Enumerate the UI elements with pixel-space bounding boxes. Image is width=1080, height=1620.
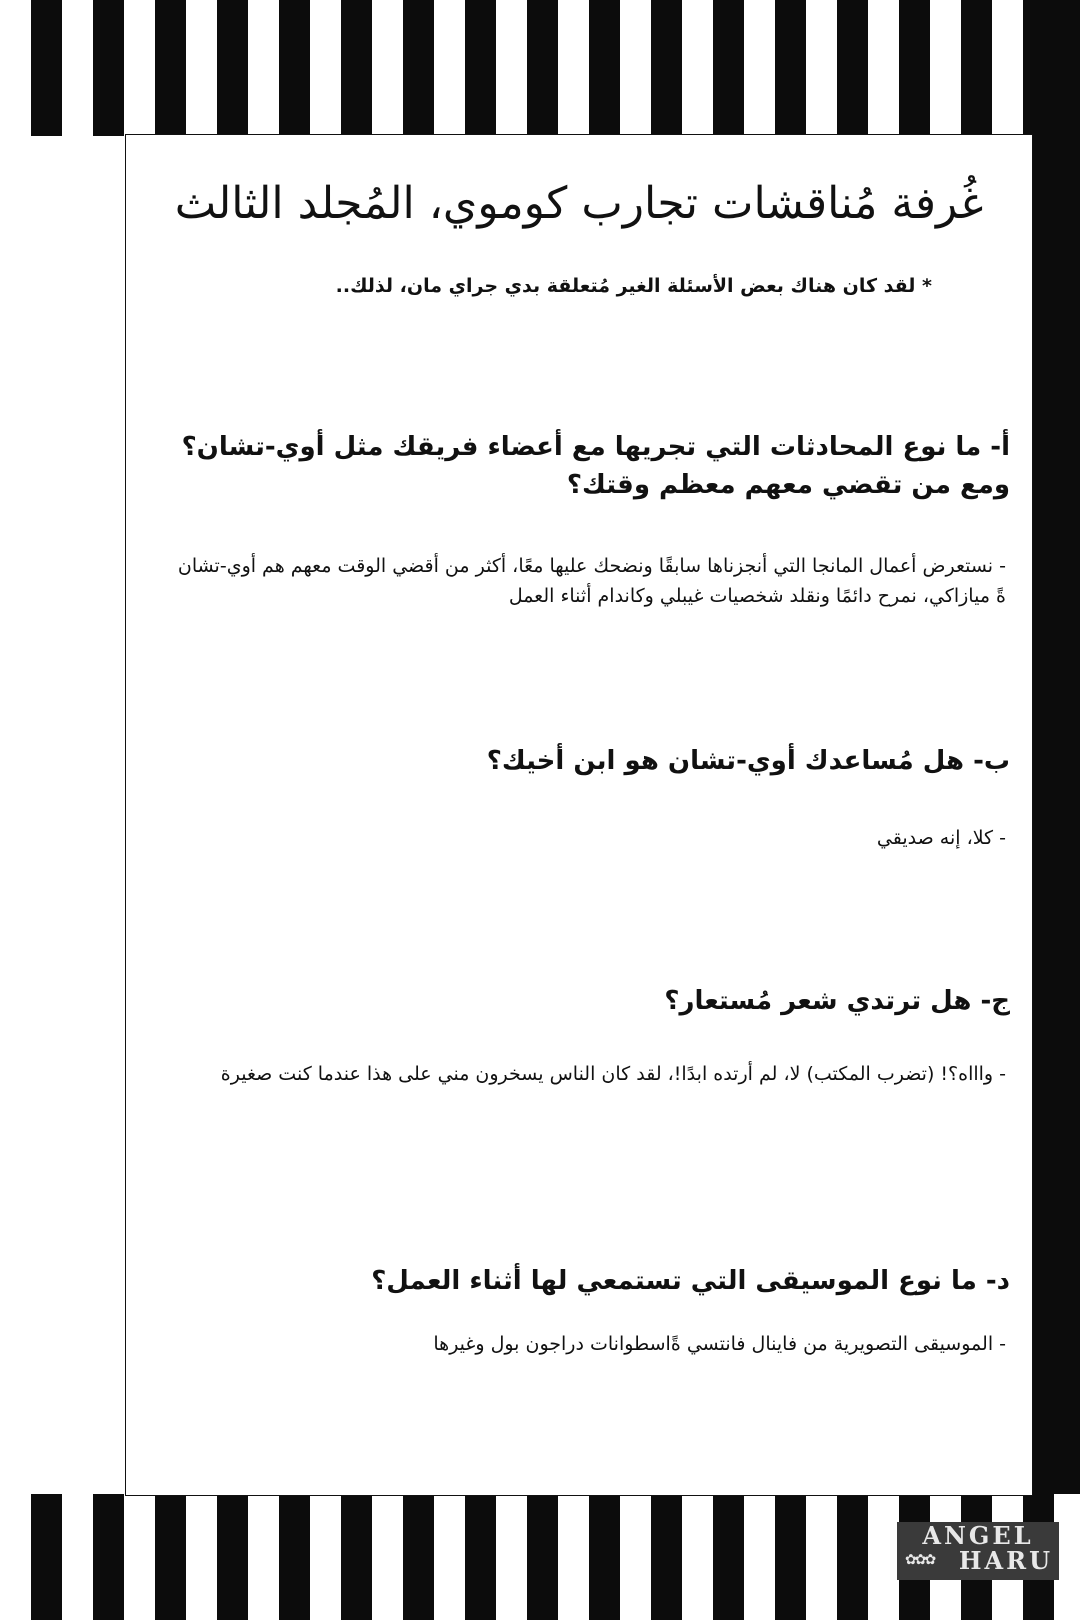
interview-panel [125, 134, 1033, 1496]
right-black-bar [1032, 0, 1080, 1620]
question-4: د- ما نوع الموسيقى التي تستمعي لها أثناء العمل؟ [371, 1266, 1010, 1296]
answer-3: - واااه؟! (تضرب المكتب) لا، لم أرتده ابدًا!، لقد كان الناس يسخرون مني على هذا عندما كنت صغيرة [220, 1063, 1006, 1085]
answer-4: - الموسيقى التصويرية من فاينال فانتسي ةًاسطوانات دراجون بول وغيرها [433, 1333, 1006, 1355]
question-1: أ- ما نوع المحادثات التي تجريها مع أعضاء فريقك مثل أوي-تشان؟ ومع من تقضي معهم معظم وقتك؟ [181, 432, 1010, 500]
flower-icon: ✿✿✿ [905, 1552, 935, 1568]
top-stripe-border [0, 0, 1080, 136]
page-title: غُرفة مُناقشات تجارب كوموي، المُجلد الثالث [174, 178, 984, 229]
question-2: ب- هل مُساعدك أوي-تشان هو ابن أخيك؟ [486, 746, 1010, 776]
question-3: ج- هل ترتدي شعر مُستعار؟ [664, 986, 1010, 1016]
answer-1: - نستعرض أعمال المانجا التي أنجزناها سابقًا ونضحك عليها معًا، أكثر من أقضي الوقت معهم هم أوي-تشان ةً ميازاكي، نمرح دائمًا ونقلد شخصيات غيبلي وكاندام أثناء العمل [177, 555, 1006, 608]
answer-2: - كلا، إنه صديقي [876, 827, 1006, 849]
scanlation-watermark-logo [897, 1522, 1059, 1580]
watermark-line-2: HARU [958, 1546, 1053, 1575]
watermark-line-1: ANGEL [922, 1521, 1034, 1550]
intro-note: * لقد كان هناك بعض الأسئلة الغير مُتعلقة بدي جراي مان، لذلك.. [335, 275, 932, 297]
